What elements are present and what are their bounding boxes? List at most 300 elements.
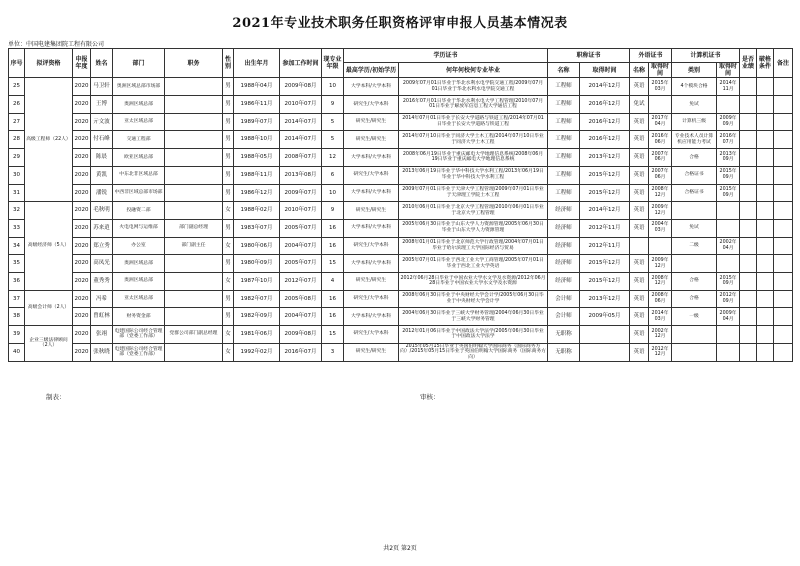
- col-perf: 是否业绩: [740, 49, 757, 78]
- cell-seq: 25: [9, 78, 25, 96]
- cell-edu-level: 大学本科/大学本科: [344, 255, 399, 273]
- cell-edu-detail: 2012年01月06日毕业于中国政法大学法学/2005年06月30日毕业于中国政法大学法学: [399, 326, 548, 344]
- cell-req: [757, 290, 774, 308]
- cell-tc-time: [580, 343, 630, 361]
- cell-comp-type: [672, 255, 717, 273]
- cell-years: 16: [322, 219, 344, 237]
- col-name: 姓名: [91, 49, 113, 78]
- cell-edu-detail: 2010年06月01日毕业于北京大学工程管理/2010年06月01日毕业于北京大学工程管理: [399, 202, 548, 220]
- col-edu-detail: 何年何校何专业毕业: [399, 63, 548, 78]
- cell-comp-time: [717, 202, 740, 220]
- cell-lang-name: 英语: [630, 272, 649, 290]
- col-title-cert: 职称证书: [548, 49, 630, 63]
- cell-edu-level: 研究生/研究生: [344, 131, 399, 149]
- table-row: [9, 237, 793, 255]
- cell-work: 2009年08月: [280, 326, 322, 344]
- cell-dept: 电建国际公司经合管理部（党委工作部）: [113, 326, 165, 344]
- cell-post: [165, 343, 223, 361]
- cell-years: 16: [322, 290, 344, 308]
- cell-seq: 26: [9, 96, 25, 114]
- cell-work: 2010年07月: [280, 96, 322, 114]
- cell-edu-detail: 2005年06月30日毕业于山东大学人力资源管理/2005年06月30日毕业于山东大学人力资源管理: [399, 219, 548, 237]
- cell-post: [165, 166, 223, 184]
- cell-edu-detail: 2016年07月01日毕业于华北水利水电大学工程管理/2010年07月01日毕业于解放军信息工程大学通信工程: [399, 96, 548, 114]
- cell-edu-detail: 2013年06月19日毕业于华中科技大学水利工程/2013年06月19日毕业于华中科技大学水利工程: [399, 166, 548, 184]
- cell-work: 2005年07月: [280, 219, 322, 237]
- cell-years: 16: [322, 308, 344, 326]
- cell-comp-type: [672, 343, 717, 361]
- cell-sex: 女: [223, 326, 234, 344]
- col-work: 参加工作时间: [280, 49, 322, 78]
- cell-lang-time: 2017年04月: [649, 113, 672, 131]
- cell-req: [757, 255, 774, 273]
- cell-comp-type: 合格证书: [672, 166, 717, 184]
- cell-perf: [740, 78, 757, 96]
- cell-sex: 男: [223, 255, 234, 273]
- cell-sex: 男: [223, 219, 234, 237]
- cell-tc-name: 工程师: [548, 149, 580, 167]
- cell-perf: [740, 326, 757, 344]
- cell-req: [757, 202, 774, 220]
- table-row: [9, 290, 793, 308]
- cell-lang-time: 2012年12月: [649, 343, 672, 361]
- cell-dept: 欧亚区域总部: [113, 149, 165, 167]
- cell-work: 2016年07月: [280, 343, 322, 361]
- cell-name: 曾虹林: [91, 308, 113, 326]
- cell-edu-level: 研究生/大学本科: [344, 237, 399, 255]
- col-req: 破格条件: [757, 49, 774, 78]
- cell-name: 张秋晓: [91, 343, 113, 361]
- cell-birth: 1986年11月: [234, 96, 280, 114]
- cell-year: 2020: [73, 290, 91, 308]
- cell-req: [757, 326, 774, 344]
- cell-tc-time: 2012年11月: [580, 237, 630, 255]
- cell-comp-time: [717, 255, 740, 273]
- cell-years: 3: [322, 343, 344, 361]
- cell-years: 4: [322, 272, 344, 290]
- cell-note: [774, 96, 793, 114]
- cell-tc-time: 2013年12月: [580, 149, 630, 167]
- col-post: 职务: [165, 49, 223, 78]
- cell-note: [774, 149, 793, 167]
- cell-edu-detail: 2015年05月15日毕业于英国伯明翰大学国际商务（国际商务方向）/2015年05月15日毕业于英国伯明翰大学国际商务（国际商务方向）: [400, 343, 546, 361]
- cell-lang-name: 英语: [630, 326, 649, 344]
- cell-work: 2004年07月: [280, 237, 322, 255]
- cell-sex: 男: [223, 96, 234, 114]
- cell-birth: 1982年07月: [234, 290, 280, 308]
- cell-tc-time: 2016年12月: [580, 131, 630, 149]
- cell-sex: 男: [223, 149, 234, 167]
- cell-name: 董秀秀: [91, 272, 113, 290]
- cell-comp-type: 计算机三级: [672, 113, 717, 131]
- cell-dept: 奥洲区域总部: [113, 255, 165, 273]
- cell-birth: 1988年02月: [234, 202, 280, 220]
- cell-tc-time: 2015年12月: [580, 166, 630, 184]
- cell-comp-time: 2015年09月: [717, 184, 740, 202]
- cell-lang-time: 2015年03月: [649, 78, 672, 96]
- cell-seq: 33: [9, 219, 25, 237]
- cell-comp-type: 合格: [672, 149, 717, 167]
- col-comp-type: 类别: [672, 63, 717, 78]
- cell-seq: 27: [9, 113, 25, 131]
- col-edu-level: 最高学历/初始学历: [344, 63, 399, 78]
- cell-work: 2005年08月: [280, 290, 322, 308]
- cell-edu-level: 研究生/大学本科: [344, 326, 399, 344]
- cell-comp-time: 2015年09月: [717, 272, 740, 290]
- cell-work: 2014年07月: [280, 113, 322, 131]
- cell-seq: 34: [9, 237, 25, 255]
- cell-perf: [740, 308, 757, 326]
- cell-req: [757, 166, 774, 184]
- cell-tc-name: 工程师: [548, 96, 580, 114]
- cell-year: 2020: [73, 272, 91, 290]
- cell-birth: 1988年11月: [234, 166, 280, 184]
- cell-post: 部门副总经理: [165, 219, 223, 237]
- col-lang-time: 取得时间: [649, 63, 672, 78]
- cell-sex: 男: [223, 308, 234, 326]
- cell-lang-time: 2007年06月: [649, 166, 672, 184]
- cell-note: [774, 290, 793, 308]
- cell-dept: 中东北非区域总部: [113, 166, 165, 184]
- cell-post: [165, 149, 223, 167]
- cell-years: 5: [322, 113, 344, 131]
- cell-post: [165, 255, 223, 273]
- cell-work: 2004年07月: [280, 308, 322, 326]
- cell-lang-time: 2002年12月: [649, 326, 672, 344]
- cell-tc-name: 会计师: [548, 308, 580, 326]
- cell-work: 2013年08月: [280, 166, 322, 184]
- cell-tc-name: 会计师: [548, 290, 580, 308]
- cell-edu-detail: 2004年06月30日毕业于三峡大学财务管理/2004年06月30日毕业于三峡大学财务管理: [399, 308, 548, 326]
- cell-edu-level: 大学本科/大学本科: [344, 184, 399, 202]
- cell-post: 党群公司部门副总经理: [165, 326, 223, 344]
- cell-year: 2020: [73, 78, 91, 96]
- cell-comp-type: 一级: [672, 308, 717, 326]
- cell-name: 张翊: [91, 326, 113, 344]
- cell-edu-level: 研究生/研究生: [344, 343, 399, 361]
- cell-req: [757, 237, 774, 255]
- cell-perf: [740, 149, 757, 167]
- cell-post: [165, 184, 223, 202]
- cell-seq: 39: [9, 326, 25, 344]
- cell-sex: 女: [223, 202, 234, 220]
- cell-lang-time: 2009年12月: [649, 255, 672, 273]
- table-row: [9, 184, 793, 202]
- cell-lang-name: 英语: [630, 219, 649, 237]
- cell-sex: 男: [223, 166, 234, 184]
- cell-tc-name: 无职称: [548, 326, 580, 344]
- cell-tc-name: 工程师: [548, 184, 580, 202]
- table-row: [9, 149, 793, 167]
- col-comp: 计算机证书: [672, 49, 740, 63]
- cell-note: [774, 237, 793, 255]
- cell-comp-type: 免试: [672, 219, 717, 237]
- cell-dept: 火电电网与运维部: [113, 219, 165, 237]
- cell-tc-name: 工程师: [548, 113, 580, 131]
- page-title: 2021年专业技术职务任职资格评审申报人员基本情况表: [232, 16, 568, 31]
- cell-note: [774, 326, 793, 344]
- cell-comp-type: [672, 326, 717, 344]
- cell-lang-name: 英语: [630, 202, 649, 220]
- cell-group-qual: 高级经济师（5人）: [25, 202, 73, 290]
- cell-seq: 38: [9, 308, 25, 326]
- cell-sex: 女: [223, 237, 234, 255]
- cell-birth: 1980年06月: [234, 237, 280, 255]
- cell-years: 15: [322, 326, 344, 344]
- cell-tc-time: 2012年11月: [580, 219, 630, 237]
- cell-name: 王博: [91, 96, 113, 114]
- cell-comp-type: 合格证书: [672, 184, 717, 202]
- cell-note: [774, 166, 793, 184]
- cell-tc-time: 2016年12月: [580, 113, 630, 131]
- cell-year: 2020: [73, 308, 91, 326]
- cell-years: 10: [322, 184, 344, 202]
- cell-birth: 1989年07月: [234, 113, 280, 131]
- cell-sex: 男: [223, 290, 234, 308]
- cell-comp-type: 合格: [672, 272, 717, 290]
- cell-tc-name: 经济师: [548, 202, 580, 220]
- cell-lang-name: 英语: [630, 78, 649, 96]
- cell-edu-level: 研究生/大学本科: [344, 290, 399, 308]
- page-indicator: 共2页 第2页: [383, 545, 417, 552]
- cell-perf: [740, 166, 757, 184]
- cell-req: [757, 131, 774, 149]
- table-row: [9, 131, 793, 149]
- cell-req: [757, 113, 774, 131]
- cell-lang-name: 英语: [630, 113, 649, 131]
- cell-dept: 投融资二部: [113, 202, 165, 220]
- cell-perf: [740, 131, 757, 149]
- cell-lang-time: 2008年12月: [649, 272, 672, 290]
- cell-comp-type: 免试: [672, 96, 717, 114]
- cell-year: 2020: [73, 149, 91, 167]
- cell-tc-time: 2015年12月: [580, 272, 630, 290]
- cell-name: 苏来逍: [91, 219, 113, 237]
- cell-edu-level: 研究生/研究生: [344, 272, 399, 290]
- cell-birth: 1988年04月: [234, 78, 280, 96]
- cell-year: 2020: [73, 96, 91, 114]
- cell-post: [165, 308, 223, 326]
- cell-years: 5: [322, 131, 344, 149]
- cell-birth: 1992年02月: [234, 343, 280, 361]
- cell-perf: [740, 290, 757, 308]
- cell-group-qual: 高级会计师（2人）: [25, 290, 73, 325]
- cell-tc-name: 经济师: [548, 272, 580, 290]
- cell-edu-detail: 2008年06月30日毕业于中央财经大学会计学/2005年06月30日毕业于中央财经大学会计学: [399, 290, 548, 308]
- cell-dept: 交通工程部: [113, 131, 165, 149]
- cell-name: 冯希: [91, 290, 113, 308]
- cell-comp-type: 二级: [672, 237, 717, 255]
- table-row: [9, 219, 793, 237]
- cell-note: [774, 202, 793, 220]
- cell-perf: [740, 255, 757, 273]
- cell-seq: 35: [9, 255, 25, 273]
- cell-year: 2020: [73, 184, 91, 202]
- cell-dept: 亚太区域总部: [113, 113, 165, 131]
- cell-edu-level: 大学本科/大学本科: [344, 149, 399, 167]
- cell-edu-detail: 2014年07月01日毕业于长安大学道路与铁道工程/2014年07月01日毕业于长安大学道路与铁道工程: [399, 113, 548, 131]
- cell-years: 10: [322, 78, 344, 96]
- cell-perf: [740, 272, 757, 290]
- cell-lang-time: 2009年12月: [649, 202, 672, 220]
- cell-comp-time: 2002年04月: [717, 237, 740, 255]
- cell-edu-detail: 2005年07月01日毕业于西北工业大学工商管理/2005年07月01日毕业于西北工业大学英语: [399, 255, 548, 273]
- cell-tc-name: 经济师: [548, 255, 580, 273]
- cell-lang-time: 2004年03月: [649, 219, 672, 237]
- cell-dept: 中西非区域总部市场部: [113, 184, 165, 202]
- cell-lang-name: 免试: [630, 96, 649, 114]
- cell-years: 6: [322, 166, 344, 184]
- cell-lang-name: 英语: [630, 131, 649, 149]
- cell-dept: 办公室: [113, 237, 165, 255]
- cell-tc-time: [580, 326, 630, 344]
- cell-note: [774, 219, 793, 237]
- cell-comp-type: 4个模块合格: [672, 78, 717, 96]
- cell-year: 2020: [73, 202, 91, 220]
- cell-name: 陈晨: [91, 149, 113, 167]
- cell-years: 12: [322, 149, 344, 167]
- cell-birth: 1982年09月: [234, 308, 280, 326]
- cell-name: 马卫轩: [91, 78, 113, 96]
- cell-dept: 奥洲区域总部市场部: [113, 78, 165, 96]
- col-dept: 部门: [113, 49, 165, 78]
- cell-birth: 1987年10月: [234, 272, 280, 290]
- cell-years: 16: [322, 237, 344, 255]
- cell-comp-time: 2016年07月: [717, 131, 740, 149]
- col-comp-time: 取得时间: [717, 63, 740, 78]
- cell-work: 2008年07月: [280, 149, 322, 167]
- table-row: [9, 343, 793, 361]
- col-tc-name: 名称: [548, 63, 580, 78]
- cell-dept: 奥洲区域总部: [113, 96, 165, 114]
- cell-post: [165, 78, 223, 96]
- cell-edu-level: 研究生/大学本科: [344, 96, 399, 114]
- col-year: 申报年度: [73, 49, 91, 78]
- cell-lang-name: 英语: [630, 308, 649, 326]
- table-row: [9, 326, 793, 344]
- cell-work: 2012年07月: [280, 272, 322, 290]
- cell-edu-level: 大学本科/大学本科: [344, 78, 399, 96]
- cell-tc-time: 2015年12月: [580, 184, 630, 202]
- cell-edu-level: 大学本科/大学本科: [344, 308, 399, 326]
- cell-lang-time: 2008年12月: [649, 184, 672, 202]
- cell-comp-time: 2013年09月: [717, 149, 740, 167]
- cell-edu-level: 研究生/研究生: [344, 202, 399, 220]
- cell-comp-time: 2009年04月: [717, 308, 740, 326]
- cell-tc-time: 2013年12月: [580, 290, 630, 308]
- table-row: [9, 272, 793, 290]
- cell-year: 2020: [73, 166, 91, 184]
- cell-perf: [740, 184, 757, 202]
- cell-lang-name: 英语: [630, 149, 649, 167]
- table-body: [9, 78, 793, 362]
- cell-year: 2020: [73, 113, 91, 131]
- cell-edu-detail: 2012年06月28日毕业于中国农业大学水文学及水资源/2012年06月28日毕业于中国农业大学水文学及水资源: [399, 272, 548, 290]
- cell-years: 15: [322, 255, 344, 273]
- cell-comp-time: [717, 326, 740, 344]
- cell-comp-time: [717, 219, 740, 237]
- cell-post: [165, 113, 223, 131]
- cell-tc-name: 经济师: [548, 237, 580, 255]
- cell-name: 亓文波: [91, 113, 113, 131]
- unit-label: 单位：中国电建集团院工程有限公司: [8, 41, 105, 48]
- col-sex: 性别: [223, 49, 234, 78]
- cell-req: [757, 149, 774, 167]
- cell-comp-type: 专业技术人员计算机应用能力考试: [672, 131, 717, 149]
- col-note: 备注: [774, 49, 793, 78]
- cell-lang-name: [630, 237, 649, 255]
- footer-maker: 制表：: [46, 393, 66, 401]
- cell-sex: 男: [223, 78, 234, 96]
- cell-group-qual: 高级工程师（22人）: [25, 78, 73, 202]
- cell-post: [165, 202, 223, 220]
- cell-tc-name: 无职称: [548, 343, 580, 361]
- cell-dept: 奥洲区域总部: [113, 272, 165, 290]
- cell-post: [165, 272, 223, 290]
- cell-req: [757, 78, 774, 96]
- cell-comp-type: 合格: [672, 290, 717, 308]
- cell-work: 2009年07月: [280, 184, 322, 202]
- table-row: [9, 308, 793, 326]
- cell-note: [774, 343, 793, 361]
- cell-tc-time: 2015年12月: [580, 255, 630, 273]
- cell-dept: 电建国际公司经合管理部（党委工作部）: [113, 343, 165, 361]
- cell-name: 毛秋明: [91, 202, 113, 220]
- cell-comp-time: 2015年09月: [717, 166, 740, 184]
- cell-work: 2014年07月: [280, 131, 322, 149]
- cell-tc-time: 2014年12月: [580, 78, 630, 96]
- cell-edu-detail: 2014年07月10日毕业于同济大学土木工程/2014年07月10日毕业于同济大学土木工程: [399, 131, 548, 149]
- cell-req: [757, 343, 774, 361]
- cell-lang-time: [649, 237, 672, 255]
- cell-tc-name: 工程师: [548, 131, 580, 149]
- cell-edu-level: 大学本科/大学本科: [344, 219, 399, 237]
- cell-seq: 37: [9, 290, 25, 308]
- cell-perf: [740, 96, 757, 114]
- cell-comp-time: [717, 343, 740, 361]
- cell-lang-name: 英语: [630, 166, 649, 184]
- cell-req: [757, 272, 774, 290]
- cell-lang-name: 英语: [630, 255, 649, 273]
- cell-lang-time: 2008年06月: [649, 290, 672, 308]
- cell-tc-time: 2016年12月: [580, 96, 630, 114]
- cell-birth: 1980年09月: [234, 255, 280, 273]
- cell-birth: 1988年05月: [234, 149, 280, 167]
- cell-comp-time: 2012年09月: [717, 290, 740, 308]
- cell-year: 2020: [73, 343, 91, 361]
- cell-post: [165, 131, 223, 149]
- cell-comp-time: 2009年09月: [717, 113, 740, 131]
- cell-note: [774, 255, 793, 273]
- col-seq: 序号: [9, 49, 25, 78]
- table-row: [9, 113, 793, 131]
- cell-lang-time: 2016年06月: [649, 131, 672, 149]
- cell-note: [774, 272, 793, 290]
- cell-seq: 40: [9, 343, 25, 361]
- cell-years: 9: [322, 96, 344, 114]
- cell-note: [774, 78, 793, 96]
- cell-edu-detail: 2008年06月19日毕业于重庆邮电大学地理信息系统/2008年06月19日毕业于重庆邮电大学地理信息系统: [399, 149, 548, 167]
- cell-lang-time: 2014年03月: [649, 308, 672, 326]
- cell-year: 2020: [73, 237, 91, 255]
- cell-seq: 30: [9, 166, 25, 184]
- cell-comp-time: [717, 96, 740, 114]
- cell-seq: 32: [9, 202, 25, 220]
- cell-perf: [740, 202, 757, 220]
- cell-req: [757, 308, 774, 326]
- cell-seq: 31: [9, 184, 25, 202]
- cell-req: [757, 184, 774, 202]
